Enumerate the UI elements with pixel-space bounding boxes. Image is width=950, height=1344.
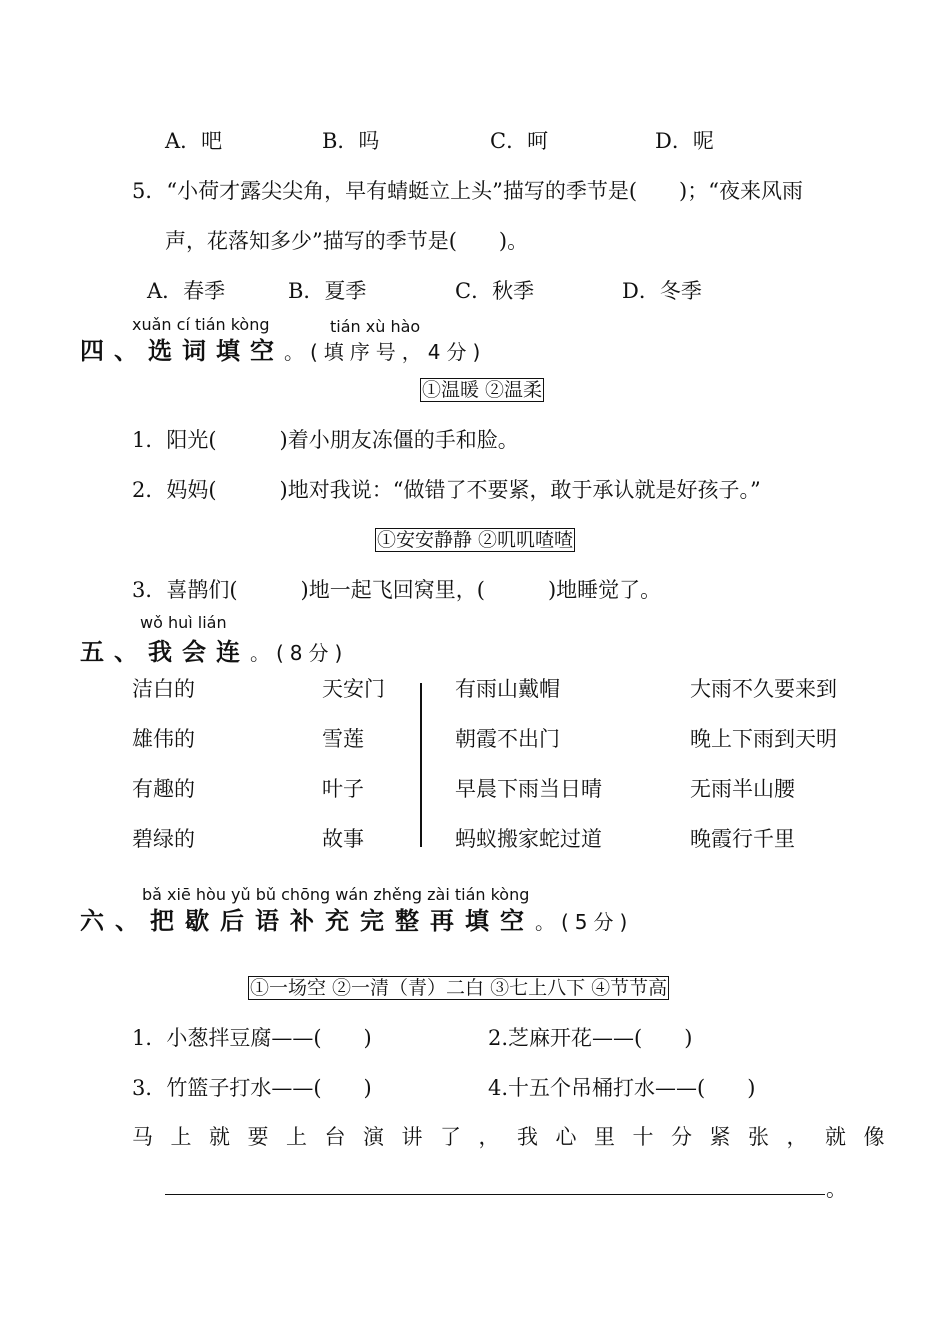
col3-item: 朝霞不出门 <box>455 727 560 751</box>
col3-item: 蚂蚁搬家蛇过道 <box>455 827 602 851</box>
section4-note: 。(填序号，4分) <box>284 340 487 364</box>
col2-item: 故事 <box>322 827 364 851</box>
section4-q1: 1．阳光( )着小朋友冻僵的手和脸。 <box>132 428 519 452</box>
section5-note: 。(8分) <box>250 641 349 665</box>
section6-q4: 4.十五个吊桶打水——( ) <box>488 1076 756 1100</box>
col1-item: 有趣的 <box>132 777 195 801</box>
col4-item: 晚霞行千里 <box>690 827 795 851</box>
section4-q2: 2．妈妈( )地对我说：“做错了不要紧，敢于承认就是好孩子。” <box>132 478 761 502</box>
q5-option-c: C．秋季 <box>455 279 535 303</box>
section5-pinyin: wǒ huì lián <box>140 613 227 632</box>
section5-title: 五、我会连 <box>80 638 250 666</box>
option-d: D．呢 <box>655 129 714 153</box>
option-c: C．呵 <box>490 129 549 153</box>
section6-q3: 3．竹篮子打水——( ) <box>132 1076 372 1100</box>
sentence-end-mark: 。 <box>826 1177 847 1201</box>
column-divider <box>420 683 422 847</box>
col1-item: 碧绿的 <box>132 827 195 851</box>
col3-item: 有雨山戴帽 <box>455 677 560 701</box>
section4-title: 四、选词填空 <box>80 337 284 365</box>
section6-word-box: ①一场空 ②一清（青）二白 ③七上八下 ④节节高 <box>250 977 668 999</box>
section6-sentence: 马上就要上台演讲了，我心里十分紧张，就像 <box>132 1125 902 1149</box>
section6-heading <box>80 906 633 937</box>
section4-pinyin-a: xuǎn cí tián kòng <box>132 315 270 334</box>
option-b: B．吗 <box>322 129 380 153</box>
section4-pinyin-b: tián xù hào <box>330 317 421 336</box>
col2-item: 天安门 <box>322 677 385 701</box>
col3-item: 早晨下雨当日晴 <box>455 777 602 801</box>
answer-blank-line <box>165 1194 825 1195</box>
q5-line2: 声，花落知多少”描写的季节是( )。 <box>165 229 529 253</box>
col1-item: 雄伟的 <box>132 727 195 751</box>
section5-heading <box>80 637 348 668</box>
col4-item: 无雨半山腰 <box>690 777 795 801</box>
section4-word-box-1: ①温暖 ②温柔 <box>422 379 543 401</box>
col4-item: 晚上下雨到天明 <box>690 727 837 751</box>
q5-option-d: D．冬季 <box>622 279 702 303</box>
section6-q1: 1．小葱拌豆腐——( ) <box>132 1026 372 1050</box>
option-a: A．吧 <box>165 129 223 153</box>
section6-note: 。(5分) <box>535 910 634 934</box>
section6-title: 六、把歇后语补充完整再填空 <box>80 907 535 935</box>
section4-q3: 3．喜鹊们( )地一起飞回窝里，( )地睡觉了。 <box>132 578 662 602</box>
col2-item: 雪莲 <box>322 727 364 751</box>
q5-option-a: A．春季 <box>147 279 226 303</box>
col1-item: 洁白的 <box>132 677 195 701</box>
section6-q2: 2.芝麻开花——( ) <box>488 1026 693 1050</box>
section6-pinyin: bǎ xiē hòu yǔ bǔ chōng wán zhěng zài tián kòng <box>142 885 530 904</box>
section4-heading <box>80 336 486 367</box>
q5-option-b: B．夏季 <box>288 279 367 303</box>
section4-word-box-2: ①安安静静 ②叽叽喳喳 <box>377 529 574 551</box>
col4-item: 大雨不久要来到 <box>690 677 837 701</box>
col2-item: 叶子 <box>322 777 364 801</box>
q5-line1: 5．“小荷才露尖尖角，早有蜻蜓立上头”描写的季节是( )；“夜来风雨 <box>132 179 803 203</box>
